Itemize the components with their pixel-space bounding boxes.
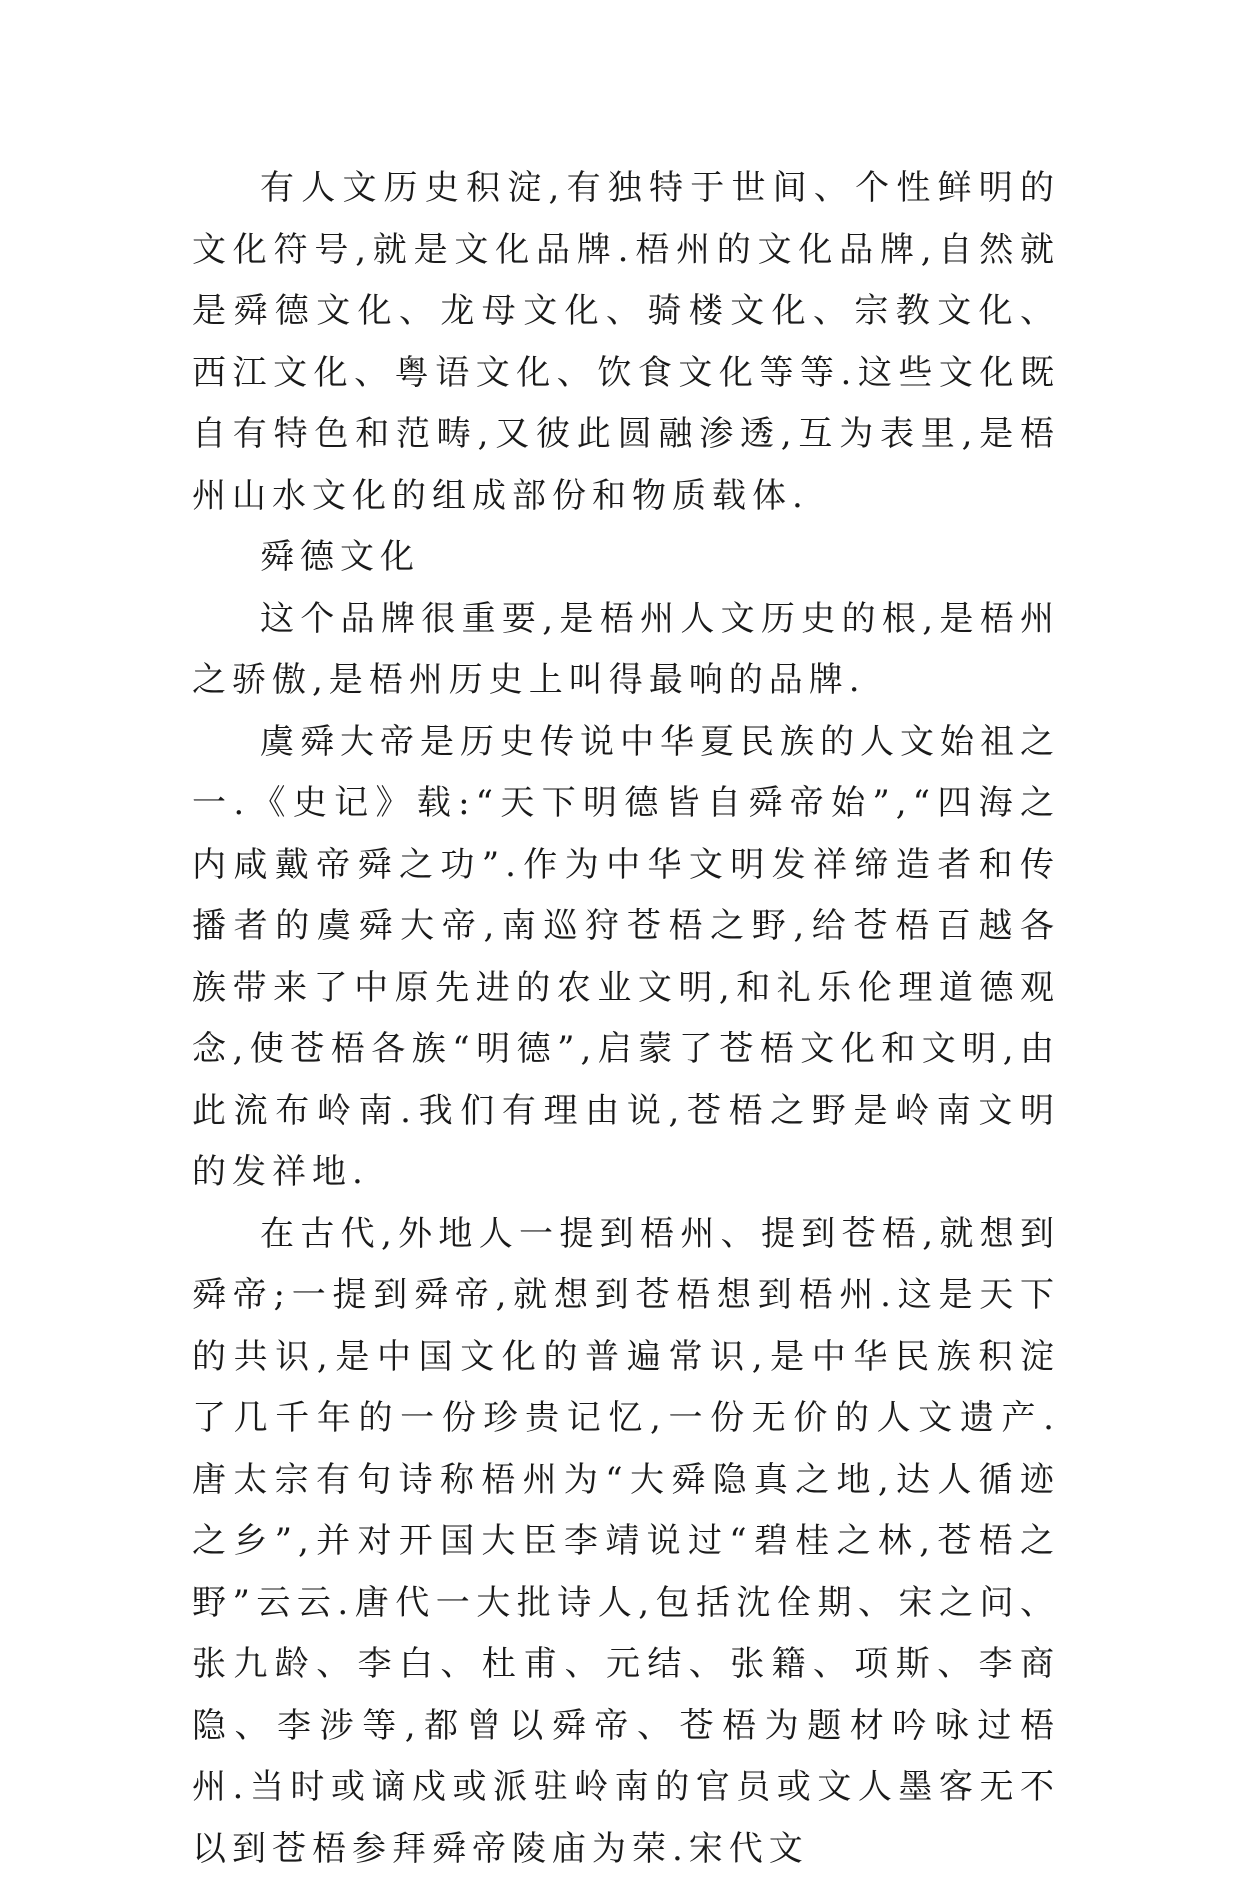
- paragraph-ancient: 在古代,外地人一提到梧州、提到苍梧,就想到舜帝;一提到舜帝,就想到苍梧想到梧州.这是天下的共识,是中国文化的普遍常识,是中华民族积淀了几千年的一份珍贵记忆,一份无价的人文遗产.唐太宗有句诗称梧州为“大舜隐真之地,达人循迹之乡”,并对开国大臣李靖说过“碧桂之林,苍梧之野”云云.唐代一大批诗人,包括沈佺期、宋之问、张九龄、李白、杜甫、元结、张籍、项斯、李商隐、李涉等,都曾以舜帝、苍梧为题材吟咏过梧州.当时或谪戍或派驻岭南的官员或文人墨客无不以到苍梧参拜舜帝陵庙为荣.宋代文: [192, 1204, 1060, 1880]
- paragraph-intro: 有人文历史积淀,有独特于世间、个性鲜明的文化符号,就是文化品牌.梧州的文化品牌,自然就是舜德文化、龙母文化、骑楼文化、宗教文化、西江文化、粤语文化、饮食文化等等.这些文化既自有特色和范畴,又彼此圆融渗透,互为表里,是梧州山水文化的组成部份和物质载体.: [192, 158, 1060, 527]
- document-page: [192, 158, 1060, 1880]
- paragraph-brand: 这个品牌很重要,是梧州人文历史的根,是梧州之骄傲,是梧州历史上叫得最响的品牌.: [192, 589, 1060, 712]
- paragraph-yushun: 虞舜大帝是历史传说中华夏民族的人文始祖之一.《史记》载:“天下明德皆自舜帝始”,“四海之内咸戴帝舜之功”.作为中华文明发祥缔造者和传播者的虞舜大帝,南巡狩苍梧之野,给苍梧百越各族带来了中原先进的农业文明,和礼乐伦理道德观念,使苍梧各族“明德”,启蒙了苍梧文化和文明,由此流布岭南.我们有理由说,苍梧之野是岭南文明的发祥地.: [192, 712, 1060, 1204]
- section-heading-shunde: 舜德文化: [192, 527, 1060, 589]
